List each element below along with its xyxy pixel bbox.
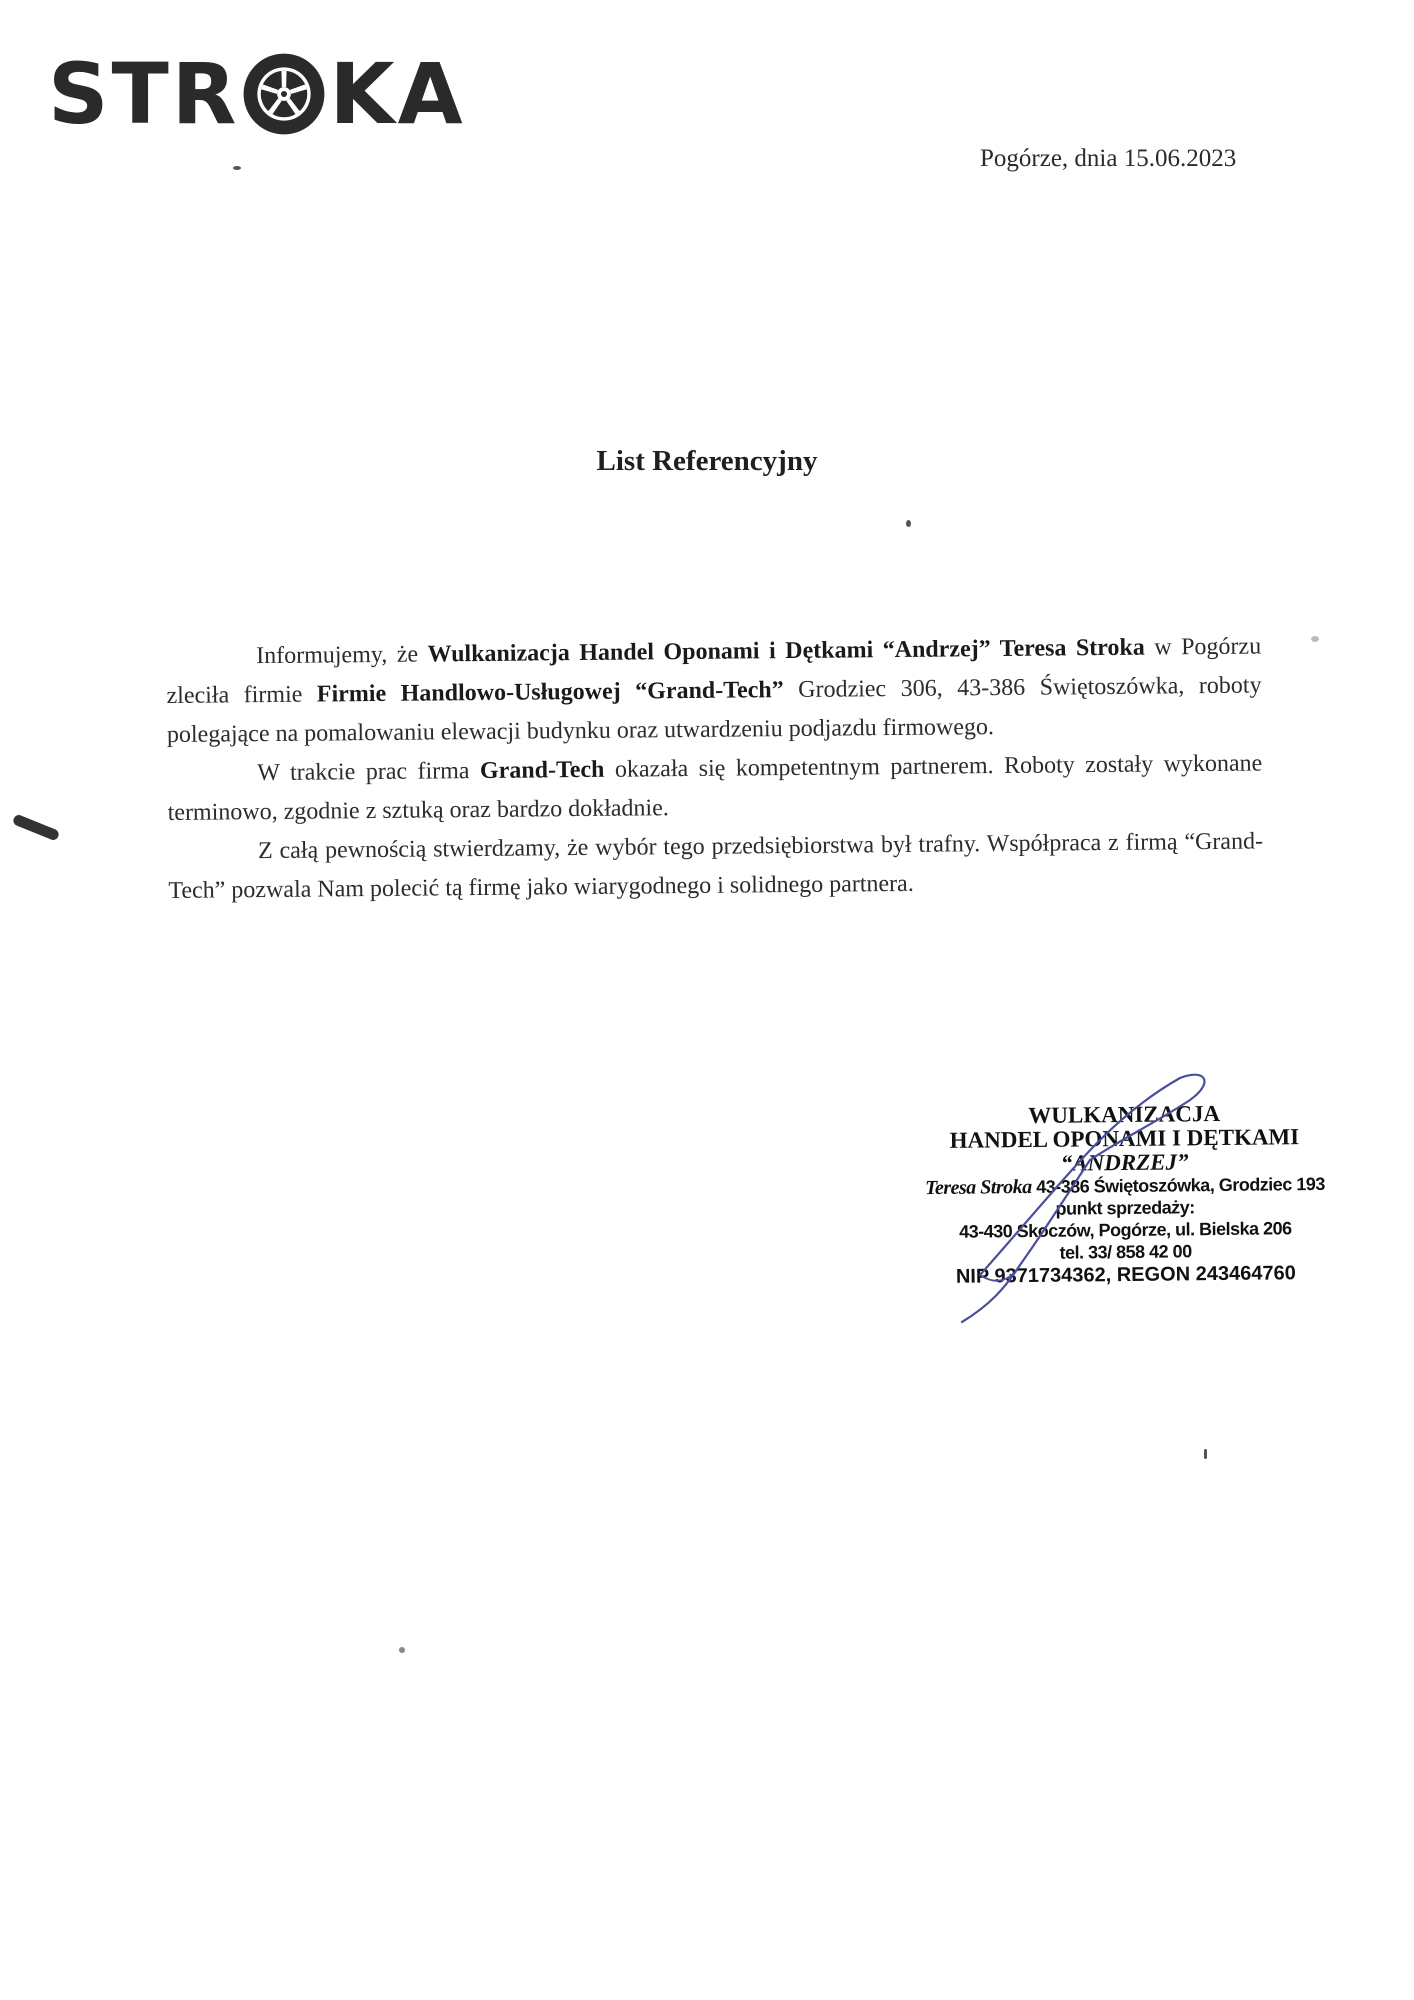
scan-speck: [399, 1647, 405, 1653]
stamp-owner-name: Teresa Stroka: [924, 1175, 1032, 1200]
p2-contractor-name: Grand-Tech: [479, 756, 605, 784]
p1-company-name: Wulkanizacja Handel Oponami i Dętkami “Andrzej” Teresa Stroka: [427, 634, 1145, 668]
scan-speck: [1311, 636, 1319, 642]
p1-text-2: w Pogórzu zleciła firmie: [166, 633, 1262, 709]
scan-speck: [1204, 1449, 1207, 1459]
handwritten-signature: [950, 1060, 1230, 1330]
stamp-line-6: 43-430 Skoczów, Pogórze, ul. Bielska 206: [959, 1218, 1292, 1242]
letter-title: List Referencyjny: [596, 445, 818, 477]
paragraph-3: [168, 822, 1264, 911]
paragraph-1: [166, 627, 1262, 755]
p2-text-1: W trakcie prac firma: [257, 757, 481, 787]
stamp-line-5: punkt sprzedaży:: [1055, 1197, 1195, 1219]
p3-text-1: Z całą pewnością stwierdzamy, że wybór tego przedsiębiorstwa był trafny. Współpraca z firmą “Grand-Tech” pozwala Nam polecić tą firmę jako wiarygodnego i solidnego partnera.: [168, 828, 1264, 904]
paragraph-2: [167, 744, 1263, 833]
stamp-line-7: tel. 33/ 858 42 00: [1059, 1241, 1192, 1263]
logo-text-start: STR: [48, 45, 240, 143]
stamp-owner-address: 43-386 Świętoszówka, Grodziec 193: [1031, 1173, 1325, 1197]
p1-contractor-name: Firmie Handlowo-Usługowej “Grand-Tech”: [316, 677, 784, 708]
stamp-line-8: NIP 9371734362, REGON 243464760: [955, 1262, 1296, 1288]
logo-text-end: KA: [329, 45, 466, 143]
p1-text-1: Informujemy, że: [256, 641, 428, 670]
scan-smudge: [12, 813, 61, 841]
p1-text-3: Grodziec 306, 43-386 Świętoszówka, roboty polegające na pomalowaniu elewacji budynku oraz utwardzeniu podjazdu firmowego.: [166, 672, 1262, 748]
scan-speck: [233, 166, 241, 170]
tire-wheel-icon: [241, 51, 327, 137]
date-line: Pogórze, dnia 15.06.2023: [980, 145, 1237, 172]
stamp-line-1: WULKANIZACJA: [1028, 1101, 1221, 1129]
stamp-line-3: “ANDRZEJ”: [1060, 1149, 1189, 1176]
company-logo: [48, 44, 466, 144]
scan-speck: [906, 520, 911, 527]
stamp-line-2: HANDEL OPONAMI I DĘTKAMI: [949, 1124, 1300, 1153]
p2-text-2: okazała się kompetentnym partnerem. Roboty zostały wykonane terminowo, zgodnie z sztuką oraz bardzo dokładnie.: [167, 750, 1263, 826]
letter-body: [166, 627, 1264, 910]
